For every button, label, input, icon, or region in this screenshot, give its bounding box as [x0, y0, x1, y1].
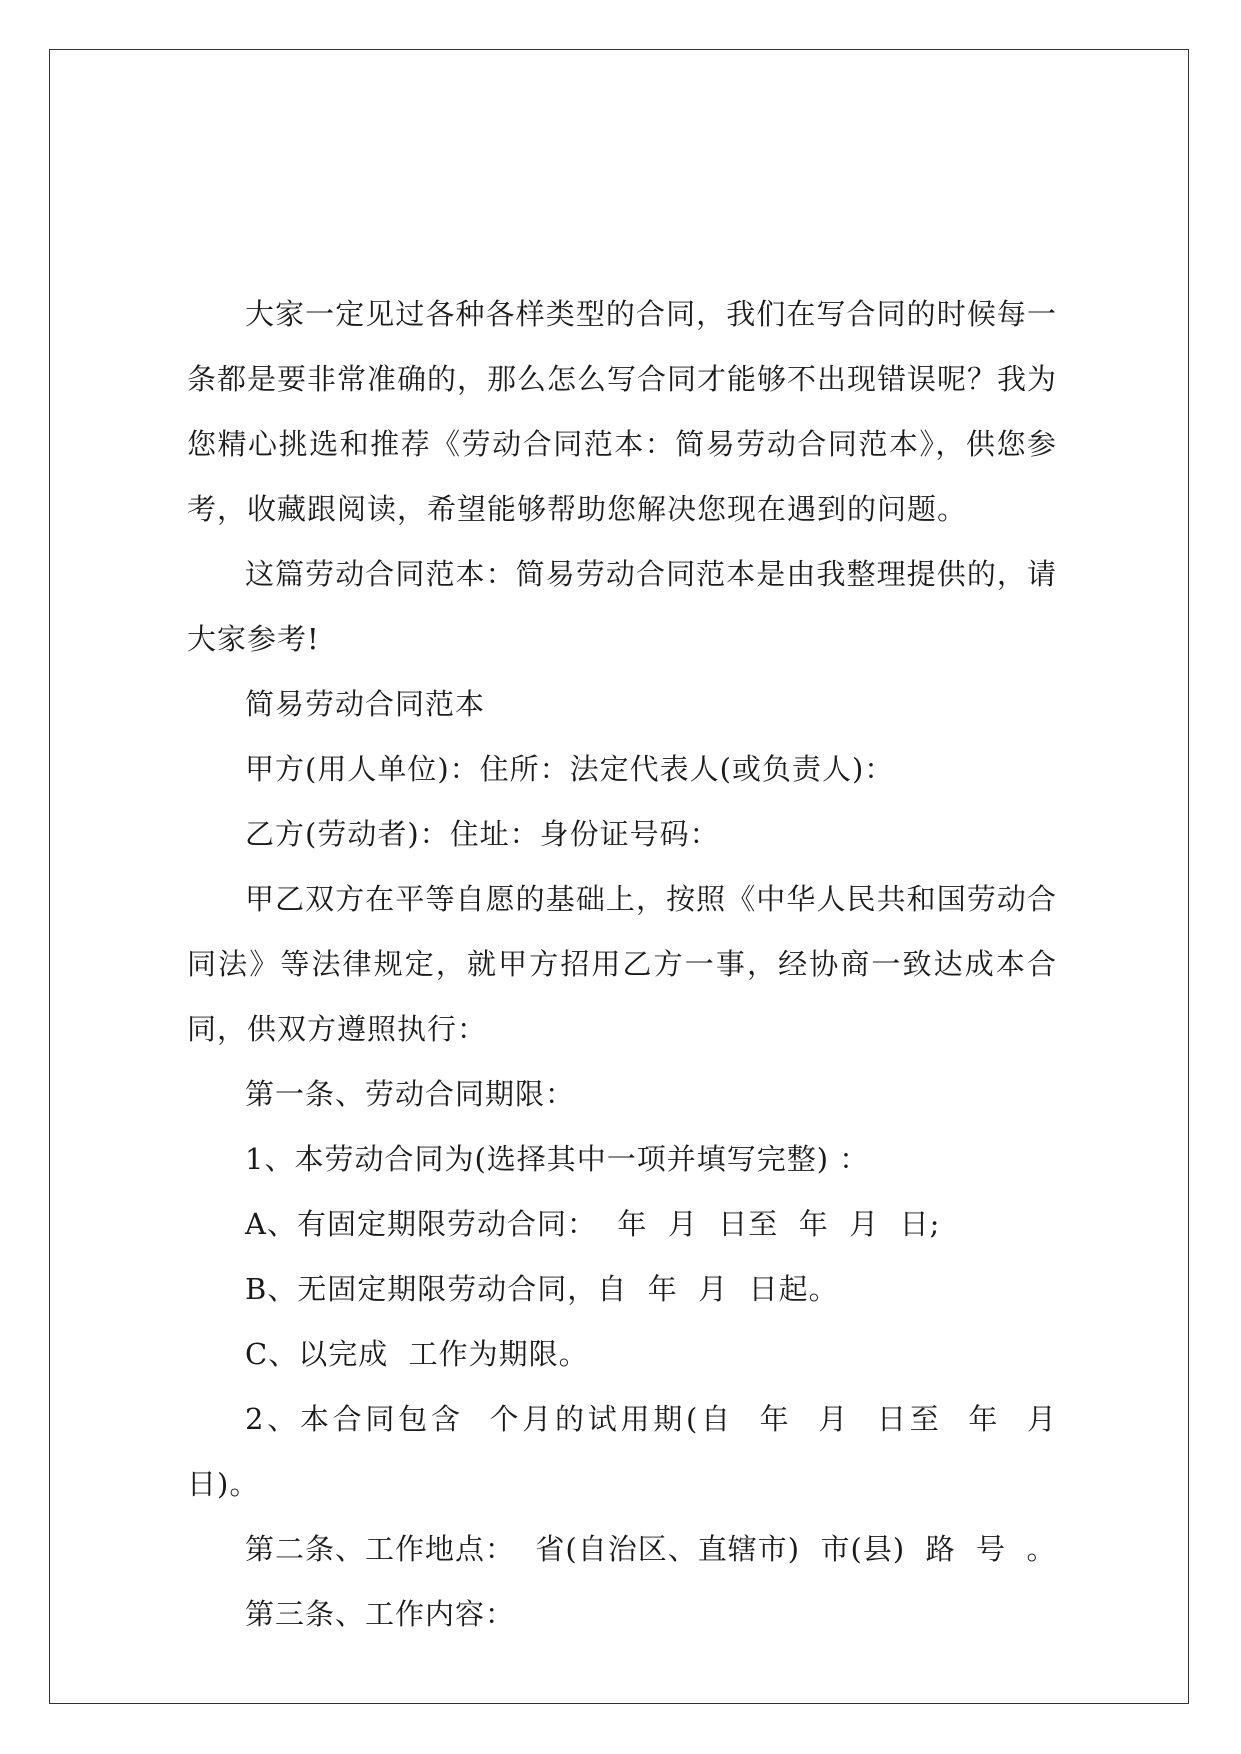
clause-option-b: B、无固定期限劳动合同，自 年 月 日起。 [245, 1272, 839, 1306]
intro-paragraph: 大家一定见过各种各样类型的合同，我们在写合同的时候每一条都是要非常准确的，那么怎么写合同才能够不出现错误呢？我为您精心挑选和推荐《劳动合同范本：简易劳动合同范本》，供您参考，收藏跟阅读，希望能够帮助您解决您现在遇到的问题。 [187, 297, 1058, 526]
article-1-heading: 第一条、劳动合同期限： [245, 1077, 576, 1111]
contract-title: 简易劳动合同范本 [245, 687, 486, 721]
party-b-line: 乙方(劳动者)：住址：身份证号码： [245, 817, 720, 851]
preamble-paragraph: 甲乙双方在平等自愿的基础上，按照《中华人民共和国劳动合同法》等法律规定，就甲方招用乙方一事，经协商一致达成本合同，供双方遵照执行： [187, 882, 1057, 1046]
clause-option-a: A、有固定期限劳动合同： 年 月 日至 年 月 日; [245, 1207, 941, 1241]
article-3-heading: 第三条、工作内容： [245, 1597, 516, 1631]
party-a-line: 甲方(用人单位)：住所：法定代表人(或负责人)： [245, 752, 895, 786]
clause-option-c: C、以完成 工作为期限。 [245, 1337, 589, 1371]
source-note-paragraph: 这篇劳动合同范本：简易劳动合同范本是由我整理提供的，请大家参考! [187, 557, 1057, 656]
clause-1-2: 2、本合同包含 个月的试用期(自 年 月 日至 年 月 日)。 [187, 1402, 1078, 1501]
clause-1-1: 1、本劳动合同为(选择其中一项并填写完整) ： [245, 1142, 870, 1176]
article-2-line: 第二条、工作地点： 省(自治区、直辖市) 市(县) 路 号 。 [245, 1532, 1057, 1566]
document-body [187, 282, 1078, 1647]
